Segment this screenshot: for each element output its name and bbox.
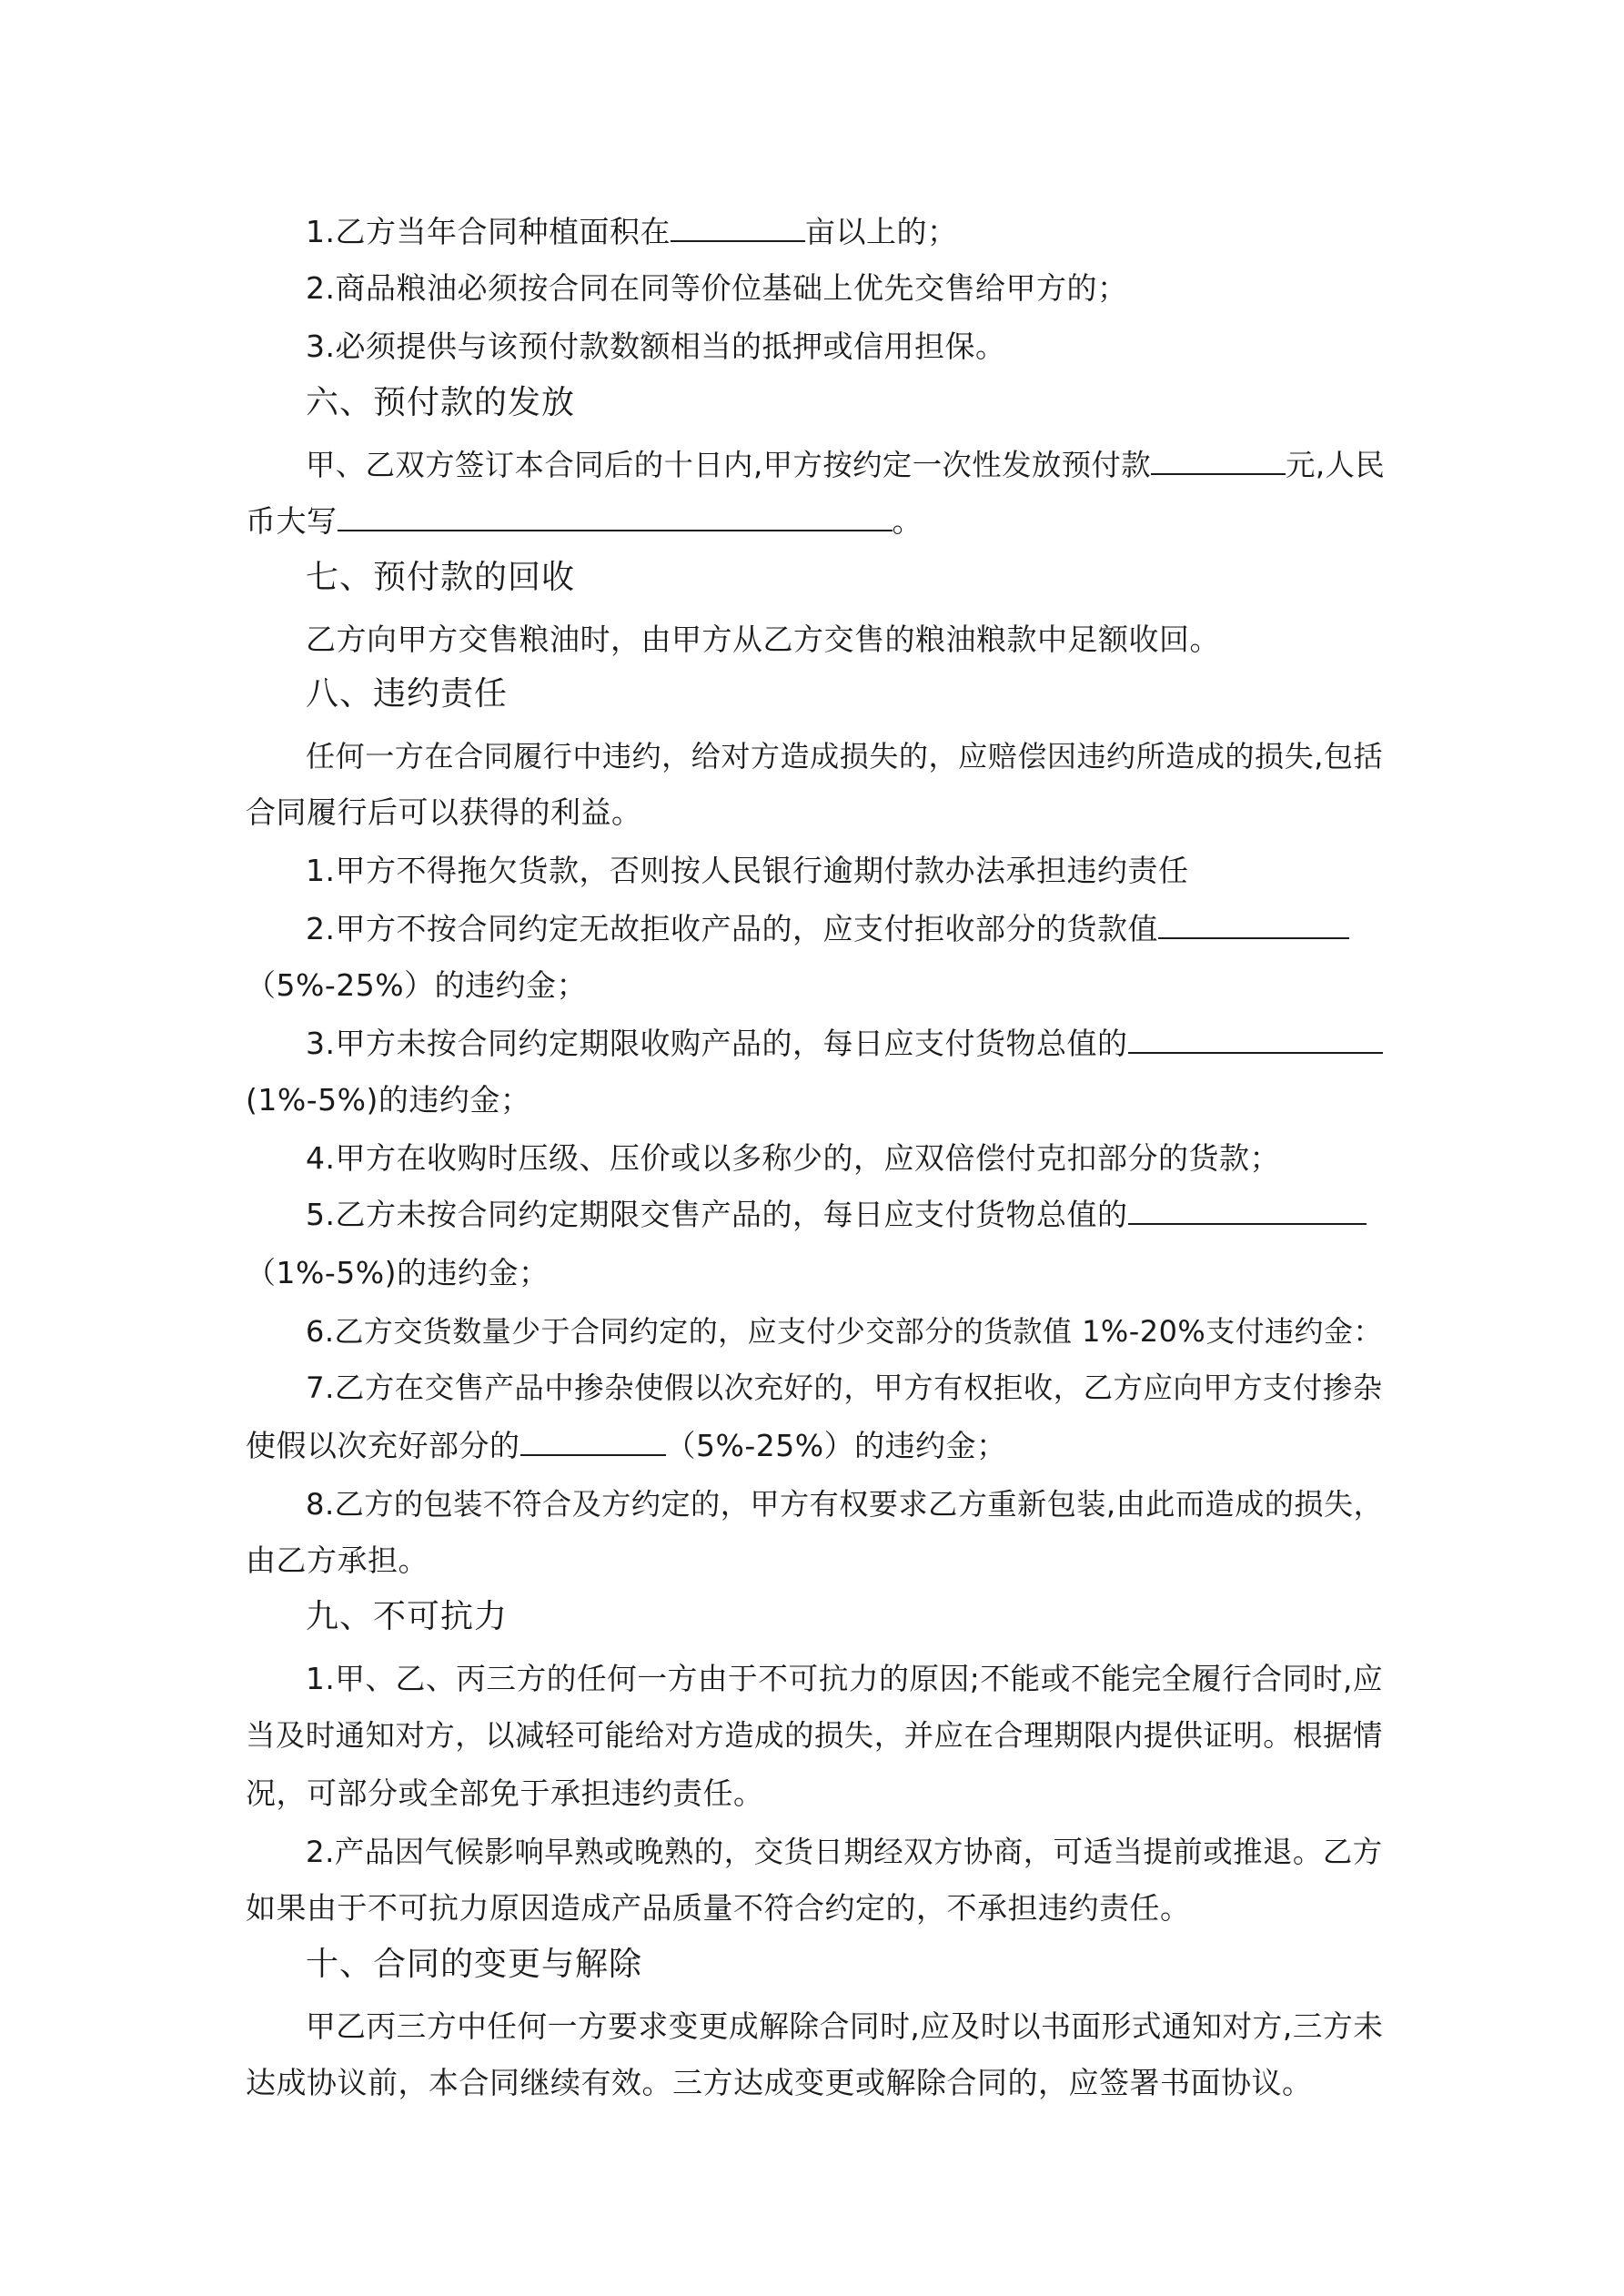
clause-line: 1.乙方当年合同种植面积在 亩以上的； bbox=[306, 214, 958, 249]
paragraph-line: 甲乙丙三方中任何一方要求变更成解除合同时,应及时以书面形式通知对方,三方未 bbox=[306, 2009, 1384, 2044]
section-heading: 十、合同的变更与解除 bbox=[306, 1946, 643, 1983]
clause-line: 使假以次充好部分的 （5%-25%）的违约金； bbox=[246, 1428, 1007, 1463]
fill-blank bbox=[1128, 1196, 1367, 1225]
clause-line: 3.必须提供与该预付款数额相当的抵押或信用担保。 bbox=[306, 329, 1006, 364]
paragraph-line: 乙方向甲方交售粮油时，由甲方从乙方交售的粮油粮款中足额收回。 bbox=[306, 622, 1220, 657]
section-heading: 八、违约责任 bbox=[306, 675, 509, 713]
paragraph-line: 任何一方在合同履行中违约，给对方造成损失的，应赔偿因违约所造成的损失,包括 bbox=[306, 739, 1384, 774]
fill-blank bbox=[338, 502, 893, 531]
clause-line: 6.乙方交货数量少于合同约定的，应支付少交部分的货款值 1%-20%支付违约金： bbox=[306, 1314, 1383, 1349]
clause-line: 2.甲方不按合同约定无故拒收产品的，应支付拒收部分的货款值 bbox=[306, 908, 1349, 950]
section-heading: 九、不可抗力 bbox=[306, 1598, 509, 1635]
section-heading: 七、预付款的回收 bbox=[306, 559, 576, 596]
fill-blank bbox=[1151, 446, 1286, 475]
clause-line: 5.乙方未按合同约定期限交售产品的，每日应支付货物总值的 bbox=[306, 1194, 1367, 1236]
clause-line: 7.乙方在交售产品中掺杂使假以次充好的，甲方有权拒收，乙方应向甲方支付掺杂 bbox=[306, 1371, 1383, 1405]
section-heading: 六、预付款的发放 bbox=[306, 384, 576, 421]
clause-line: （5%-25%）的违约金； bbox=[246, 967, 588, 1003]
clause-line: 1.甲方不得拖欠货款，否则按人民银行逾期付款办法承担违约责任 bbox=[306, 853, 1189, 888]
clause-line: 8.乙方的包装不符合及方约定的，甲方有权要求乙方重新包装,由此而造成的损失， bbox=[306, 1487, 1384, 1522]
clause-line: （1%-5%)的违约金； bbox=[246, 1255, 550, 1290]
paragraph-line: 达成协议前，本合同继续有效。三方达成变更或解除合同的，应签署书面协议。 bbox=[246, 2065, 1313, 2100]
clause-line: 2.商品粮油必须按合同在同等价位基础上优先交售给甲方的； bbox=[306, 270, 1128, 306]
paragraph-line: 甲、乙双方签订本合同后的十日内,甲方按约定一次性发放预付款 元,人民 bbox=[306, 448, 1386, 482]
clause-line: 由乙方承担。 bbox=[246, 1542, 429, 1578]
fill-blank bbox=[671, 213, 805, 242]
clause-line: (1%-5%)的违约金； bbox=[246, 1082, 531, 1118]
fill-blank bbox=[1128, 1025, 1383, 1054]
fill-blank bbox=[1158, 910, 1349, 939]
clause-line: 1.甲、乙、丙三方的任何一方由于不可抗力的原因;不能或不能完全履行合同时,应 bbox=[306, 1662, 1384, 1696]
clause-line: 2.产品因气候影响早熟或晚熟的，交货日期经双方协商，可适当提前或推退。乙方 bbox=[306, 1835, 1383, 1869]
clause-line: 况，可部分或全部免于承担违约责任。 bbox=[246, 1775, 764, 1811]
paragraph-line: 合同履行后可以获得的利益。 bbox=[246, 794, 642, 830]
fill-blank bbox=[520, 1427, 666, 1456]
clause-line: 4.甲方在收购时压级、压价或以多称少的，应双倍偿付克扣部分的货款； bbox=[306, 1140, 1280, 1176]
paragraph-line: 币大写 。 bbox=[246, 503, 923, 539]
clause-line: 3.甲方未按合同约定期限收购产品的，每日应支付货物总值的 bbox=[306, 1023, 1383, 1065]
clause-line: 当及时通知对方，以减轻可能给对方造成的损失，并应在合理期限内提供证明。根据情 bbox=[246, 1718, 1383, 1753]
clause-line: 如果由于不可抗力原因造成产品质量不符合约定的，不承担违约责任。 bbox=[246, 1890, 1191, 1926]
